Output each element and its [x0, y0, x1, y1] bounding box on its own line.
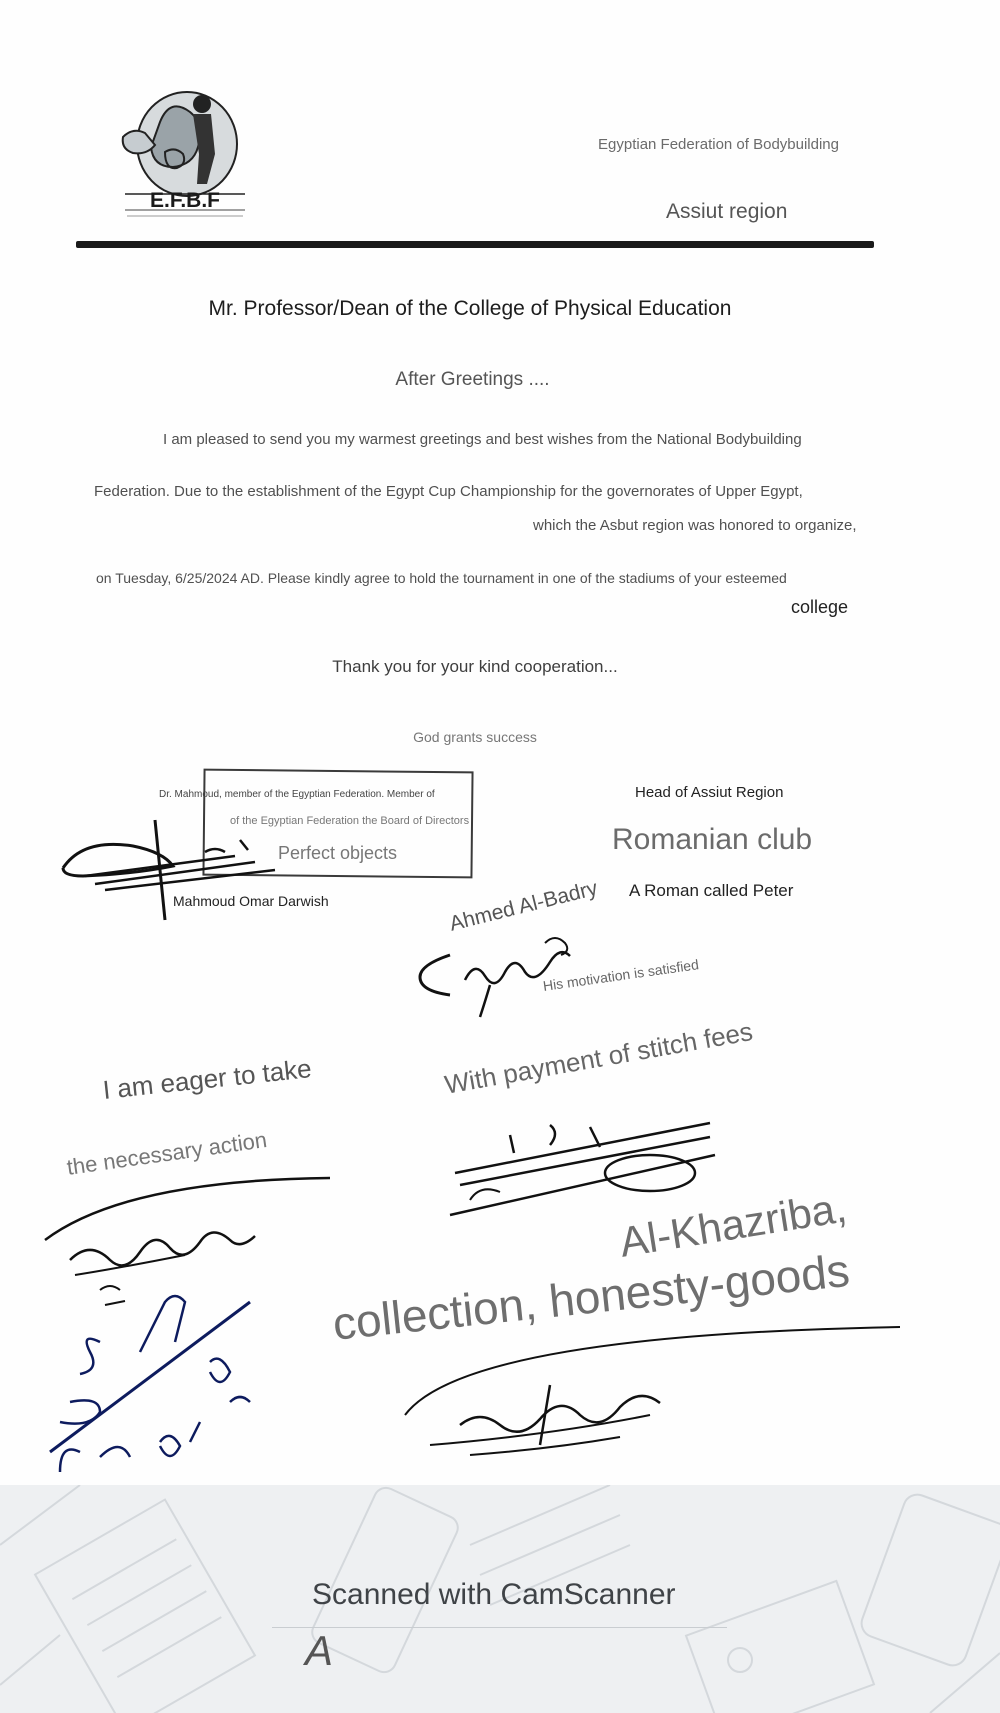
left-signatory-title-2: of the Egyptian Federation the Board of Directors [230, 815, 470, 827]
letter-greeting: After Greetings .... [395, 369, 550, 390]
right-signatory-name: A Roman called Peter [629, 881, 794, 900]
eager-annotation-line-2: the necessary action [65, 1127, 269, 1180]
khazriba-annotation-line-1: Al-Khazriba, [616, 1183, 850, 1266]
letter-closing: God grants success [413, 729, 537, 745]
camscanner-label: Scanned with CamScanner [312, 1578, 676, 1611]
badry-annotation: Ahmed Al-Badry [447, 876, 600, 936]
organization-name: Egyptian Federation of Bodybuilding [598, 136, 839, 153]
camscanner-mark: A [305, 1627, 334, 1674]
right-signatory-title: Head of Assiut Region [635, 784, 784, 801]
khazriba-signature-scribble [400, 1325, 905, 1470]
stitch-fees-signature-scribble [450, 1095, 720, 1220]
date-signature-scribble [40, 1282, 290, 1482]
stitch-fees-annotation: With payment of stitch fees [442, 1016, 755, 1100]
footer-divider [272, 1627, 727, 1628]
club-name: Romanian club [612, 823, 813, 856]
left-signatory-title-1: Dr. Mahmoud, member of the Egyptian Federation. Member of [159, 789, 435, 800]
body-line-5: college [791, 597, 849, 617]
body-line-2: Federation. Due to the establishment of the Egypt Cup Championship for the governorates of Upper Egypt, [94, 483, 803, 500]
camscanner-footer [0, 1485, 1000, 1713]
letter-thanks: Thank you for your kind cooperation... [332, 657, 618, 676]
left-signature-scribble [55, 810, 285, 930]
body-line-1: I am pleased to send you my warmest greetings and best wishes from the National Bodybuilding [163, 431, 802, 448]
body-line-4: on Tuesday, 6/25/2024 AD. Please kindly agree to hold the tournament in one of the stadiums of your esteemed [96, 570, 787, 586]
stamp-text: Perfect objects [278, 843, 398, 863]
logo-text: E.F.B.F [149, 189, 221, 212]
federation-logo [105, 82, 265, 232]
motivation-annotation: His motivation is satisfied [541, 956, 700, 994]
eager-annotation-line-1: I am eager to take [101, 1053, 313, 1105]
left-signatory-name: Mahmoud Omar Darwish [173, 893, 329, 909]
header-divider [76, 241, 874, 248]
letter-addressee: Mr. Professor/Dean of the College of Physical Education [208, 297, 732, 320]
khazriba-annotation-line-2: collection, honesty-goods [330, 1243, 852, 1350]
body-line-3: which the Asbut region was honored to organize, [533, 517, 857, 534]
region-name: Assiut region [666, 200, 788, 223]
